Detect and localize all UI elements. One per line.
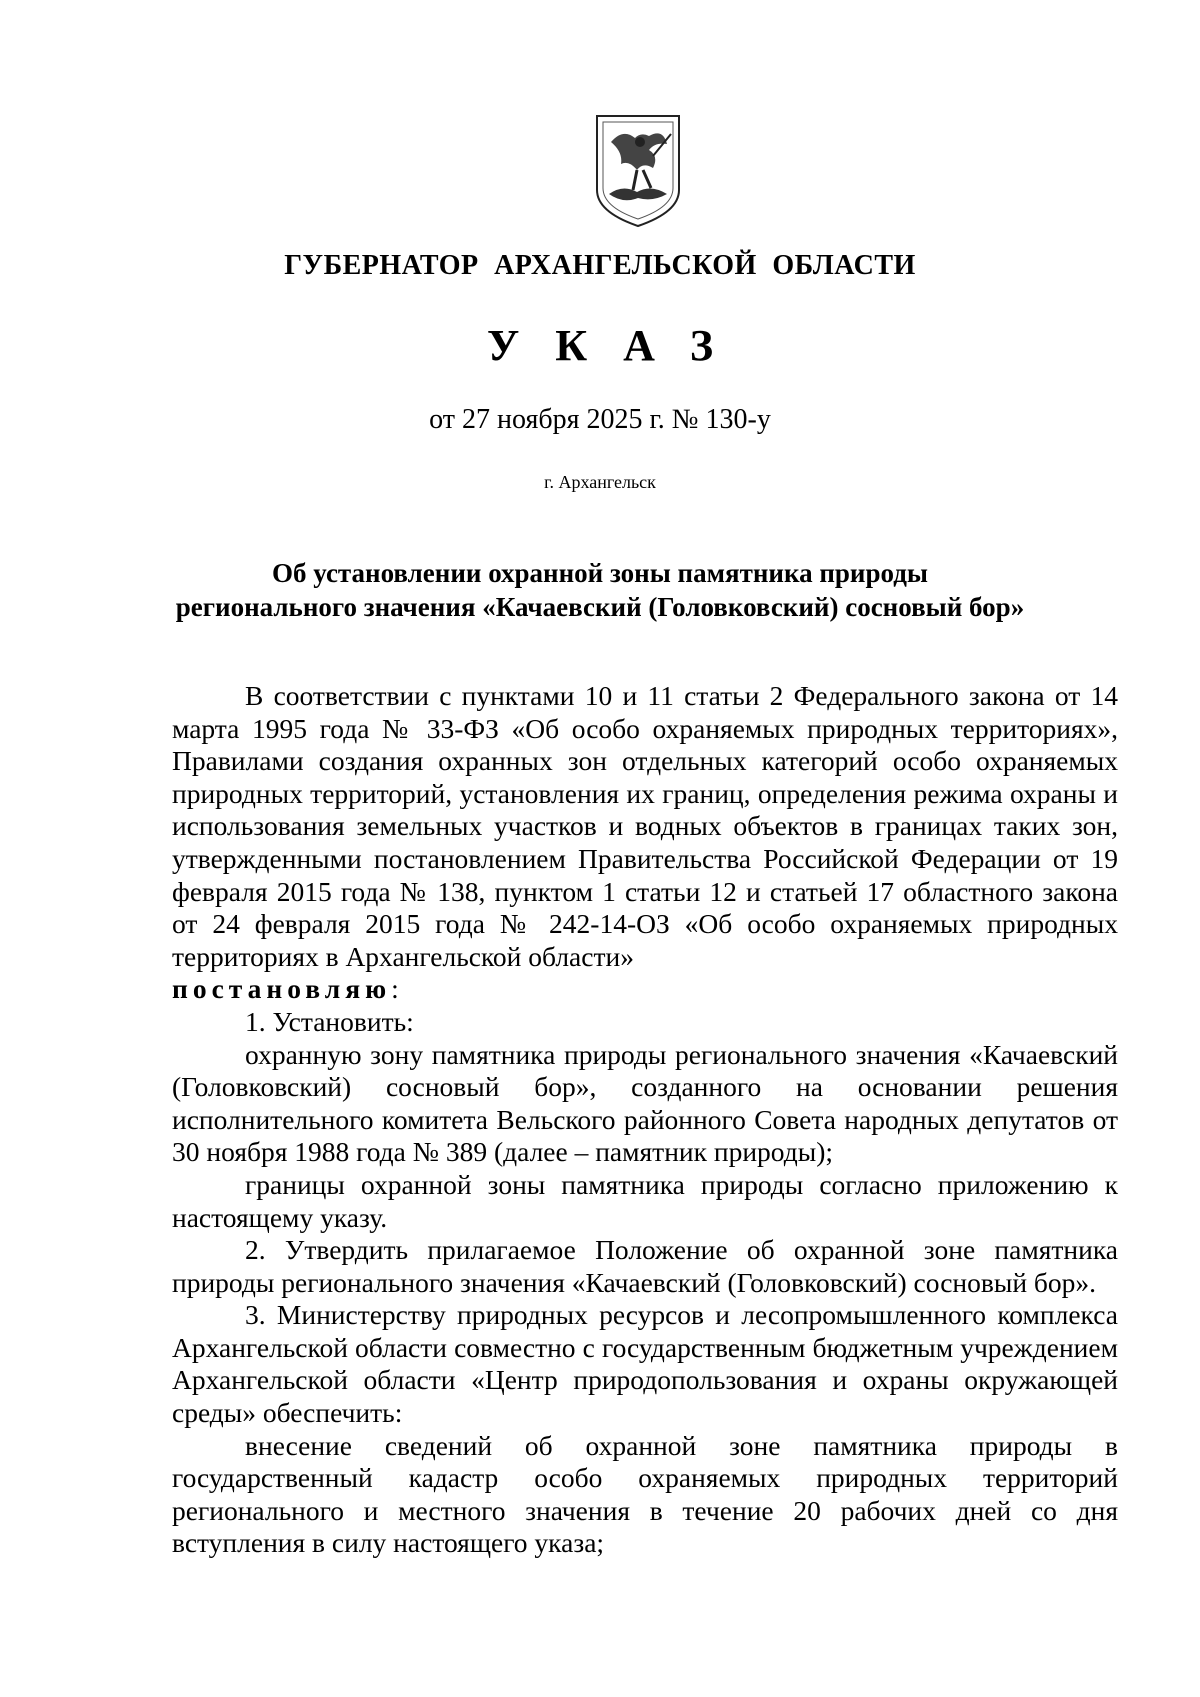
document-type: УКАЗ xyxy=(486,321,750,370)
resolve-word: постановляю xyxy=(172,973,392,1005)
item-3-a: внесение сведений об охранной зоне памятника природы в государственный кадастр особо охраняемых природных территорий регионального и местного значения в течение 20 рабочих дней со дня вступления в силу настоящего указа; xyxy=(172,1429,1118,1559)
preamble-paragraph: В соответствии с пунктами 10 и 11 статьи 2 Федерального закона от 14 марта 1995 года № 33-ФЗ «Об особо охраняемых природных территориях», Правилами создания охранных зон отдельных категорий особо охраняемых природных территорий, установления их границ, определения режима охраны и использования земельных участков и водных объектов в границах таких зон, утвержденными постановлением Правительства Российской Федерации от 19 февраля 2015 года № 138, пунктом 1 статьи 12 и статьей 17 областного закона от 24 февраля 2015 года № 242-14-ОЗ «Об особо охраняемых природных территориях в Архангельской области» xyxy=(172,680,1118,972)
title-line-2: регионального значения «Качаевский (Головковский) сосновый бор» xyxy=(175,592,1025,622)
item-1-a: охранную зону памятника природы регионального значения «Качаевский (Головковский) сосновый бор», созданного на основании решения исполнительного комитета Вельского районного Совета народных депутатов от 30 ноября 1988 года № 389 (далее – памятник природы); xyxy=(172,1038,1118,1168)
coat-of-arms-emblem xyxy=(593,112,683,230)
title-line-1: Об установлении охранной зоны памятника природы xyxy=(272,558,928,588)
item-1-b: границы охранной зоны памятника природы согласно приложению к настоящему указу. xyxy=(172,1168,1118,1233)
item-1: 1. Установить: xyxy=(245,1005,414,1037)
resolve-line xyxy=(172,973,1118,1006)
document-body xyxy=(172,680,1118,1560)
item-2: 2. Утвердить прилагаемое Положение об охранной зоне памятника природы регионального значения «Качаевский (Головковский) сосновый бор». xyxy=(172,1234,1118,1298)
item-3: 3. Министерству природных ресурсов и лесопромышленного комплекса Архангельской области совместно с государственным бюджетным учреждением Архангельской области «Центр природопользования и охраны окружающей среды» обеспечить: xyxy=(172,1299,1118,1429)
city: г. Архангельск xyxy=(544,472,656,492)
issuing-authority: ГУБЕРНАТОР АРХАНГЕЛЬСКОЙ ОБЛАСТИ xyxy=(284,250,916,281)
document-title xyxy=(0,556,1200,624)
resolve-colon: : xyxy=(391,973,399,1005)
date-and-number: от 27 ноября 2025 г. № 130-у xyxy=(429,404,771,435)
